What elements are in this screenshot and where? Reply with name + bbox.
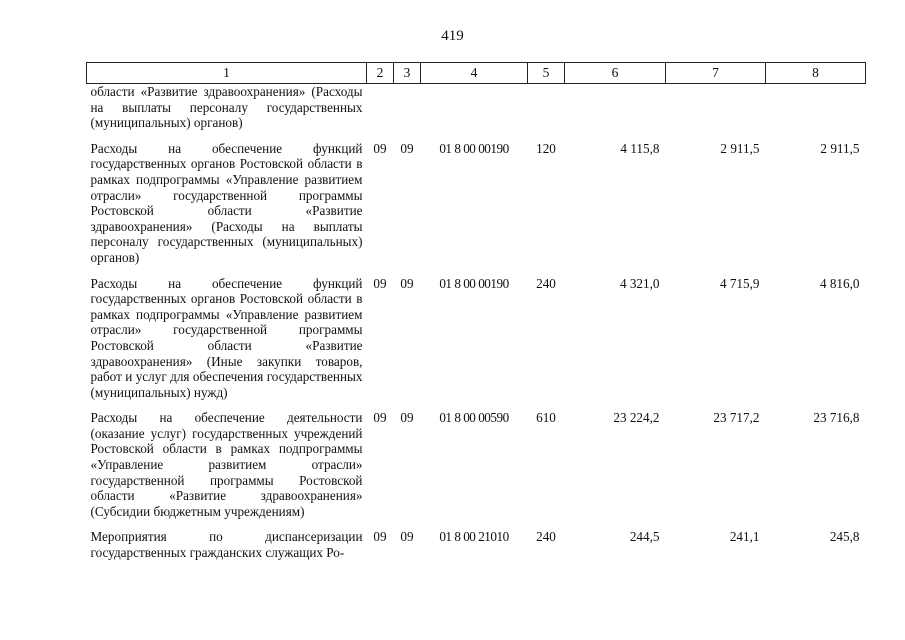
row-amount-col7: 23 717,2 (713, 410, 760, 426)
column-header-5: 5 (528, 63, 565, 84)
row-target-code: 01 8 00 21010 (439, 529, 509, 545)
row-subsection-code: 09 (400, 140, 414, 156)
row-expense-type: 240 (536, 275, 556, 291)
table-row (87, 400, 866, 519)
row-expense-type: 610 (536, 410, 556, 426)
row-amount-col7: 4 715,9 (719, 275, 760, 291)
budget-table (86, 62, 866, 561)
table-row (87, 266, 866, 401)
row-section-code: 09 (373, 529, 387, 545)
row-expense-type (528, 84, 565, 131)
row-subsection-code: 09 (400, 275, 414, 291)
row-subsection-code: 09 (400, 410, 414, 426)
row-subsection-code: 09 (400, 529, 414, 545)
page-number: 419 (441, 28, 464, 44)
row-amount-col7 (666, 84, 766, 131)
column-header-4: 4 (421, 63, 528, 84)
column-header-7: 7 (666, 63, 766, 84)
row-amount-col8: 4 816,0 (819, 275, 860, 291)
row-expense-type: 120 (536, 140, 556, 156)
row-amount-col8 (766, 84, 866, 131)
row-description: Расходы на обеспечение деятельности (оказание услуг) государственных учреждений Ростовской области в рамках подпрограммы «Управление развитием отрасли» государственной программы Ростовской области «Развитие здравоохранения» (Субсидии бюджетным учреждениям) (90, 410, 363, 519)
column-header-2: 2 (367, 63, 394, 84)
table-row (87, 519, 866, 560)
row-target-code: 01 8 00 00190 (439, 140, 509, 156)
row-section-code: 09 (373, 275, 387, 291)
row-amount-col8: 23 716,8 (813, 410, 860, 426)
row-amount-col6 (565, 84, 666, 131)
column-header-3: 3 (394, 63, 421, 84)
row-amount-col7: 2 911,5 (720, 140, 760, 156)
row-description: Мероприятия по диспансеризации государственных гражданских служащих Ро- (90, 529, 363, 561)
column-header-6: 6 (565, 63, 666, 84)
row-target-code (421, 84, 528, 131)
row-amount-col6: 23 224,2 (613, 410, 660, 426)
column-header-8: 8 (766, 63, 866, 84)
row-subsection-code (394, 84, 421, 131)
column-header-1: 1 (87, 63, 367, 84)
row-section-code (367, 84, 394, 131)
row-target-code: 01 8 00 00590 (439, 410, 509, 426)
row-description: Расходы на обеспечение функций государственных органов Ростовской области в рамках подпрограммы «Управление развитием отрасли» государственной программы Ростовской области «Развитие здравоохранения» (Иные закупки товаров, работ и услуг для обеспечения государственных (муниципальных) нужд) (90, 275, 363, 400)
row-target-code: 01 8 00 00190 (439, 275, 509, 291)
row-amount-col8: 245,8 (829, 529, 860, 545)
row-section-code: 09 (373, 140, 387, 156)
row-amount-col6: 4 115,8 (620, 140, 660, 156)
row-amount-col7: 241,1 (729, 529, 760, 545)
row-amount-col6: 4 321,0 (619, 275, 660, 291)
row-expense-type: 240 (536, 529, 556, 545)
row-description: Расходы на обеспечение функций государственных органов Ростовской области в рамках подпрограммы «Управление развитием отрасли» государственной программы Ростовской области «Развитие здравоохранения» (Расходы на выплаты персоналу государственных (муниципальных) органов) (90, 140, 363, 265)
row-description: области «Развитие здравоохранения» (Расходы на выплаты персоналу государственных (муниципальных) органов) (90, 84, 363, 131)
row-amount-col6: 244,5 (629, 529, 660, 545)
column-number-header-row (87, 63, 866, 84)
row-section-code: 09 (373, 410, 387, 426)
table-row (87, 84, 866, 131)
row-amount-col8: 2 911,5 (820, 140, 860, 156)
table-row (87, 131, 866, 266)
